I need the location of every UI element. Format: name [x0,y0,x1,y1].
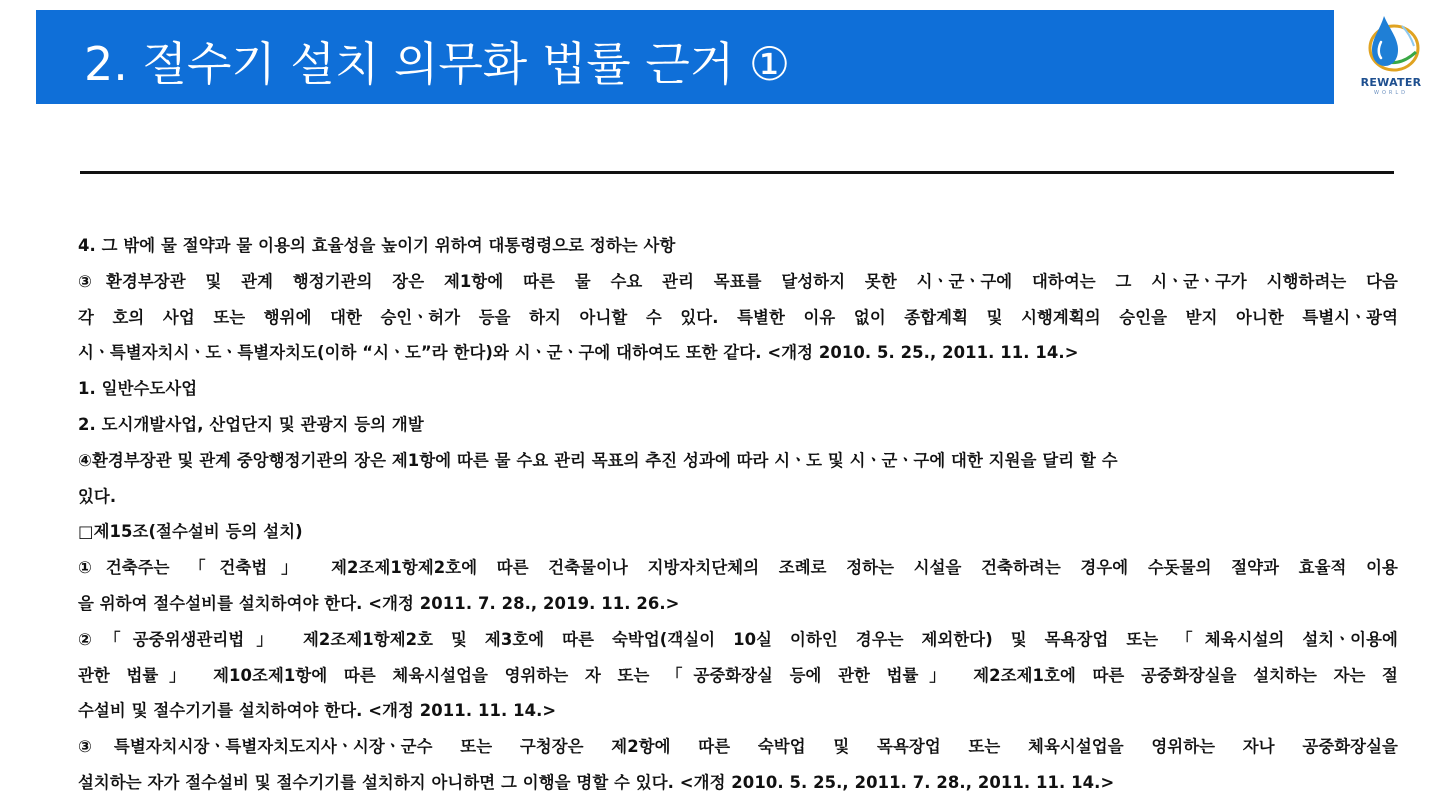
body-line: ④환경부장관 및 관계 중앙행정기관의 장은 제1항에 따른 물 수요 관리 목표의 추진 성과에 따라 시ㆍ도 및 시ㆍ군ㆍ구에 대한 지원을 달리 할 수 [78,450,1118,470]
body-line: ①건축주는 「건축법」 제2조제1항제2호에 따른 건축물이나 지방자치단체의 조례로 정하는 시설을 건축하려는 경우에 수돗물의 절약과 효율적 이용 [78,558,1398,578]
water-drop-globe-icon [1350,12,1432,76]
body-line: ②「공중위생관리법」 제2조제1항제2호 및 제3호에 따른 숙박업(객실이 10실 이하인 경우는 제외한다) 및 목욕장업 또는 「체육시설의 설치ㆍ이용에 [78,629,1398,649]
body-line: 4. 그 밖에 물 절약과 물 이용의 효율성을 높이기 위하여 대통령령으로 정하는 사항 [78,236,676,255]
body-line: ③환경부장관 및 관계 행정기관의 장은 제1항에 따른 물 수요 관리 목표를 달성하지 못한 시ㆍ군ㆍ구에 대하여는 그 시ㆍ군ㆍ구가 시행하려는 다음 [78,271,1398,291]
body-line: 2. 도시개발사업, 산업단지 및 관광지 등의 개발 [78,414,424,434]
rewater-logo [1350,12,1432,104]
logo-name: REWATER [1360,76,1422,89]
slide-title: 2. 절수기 설치 의무화 법률 근거 ① [84,37,791,91]
body-line: 있다. [78,486,117,506]
logo-subtitle: WORLD [1374,90,1408,96]
article-heading: □제15조(절수설비 등의 설치) [78,522,303,542]
body-line: 1. 일반수도사업 [78,379,198,399]
body-line: 시ㆍ특별자치시ㆍ도ㆍ특별자치도(이하 “시ㆍ도”라 한다)와 시ㆍ군ㆍ구에 대하여도 또한 같다. <개정 2010. 5. 25., 2011. 11. 14.> [78,343,1079,363]
body-line: 을 위하여 절수설비를 설치하여야 한다. <개정 2011. 7. 28., 2019. 11. 26.> [78,593,680,613]
body-line: 수설비 및 절수기기를 설치하여야 한다. <개정 2011. 11. 14.> [78,701,557,721]
title-bar [36,10,1334,104]
body-line: 관한 법률」 제10조제1항에 따른 체육시설업을 영위하는 자 또는 「공중화장실 등에 관한 법률」 제2조제1호에 따른 공중화장실을 설치하는 자는 절 [78,665,1398,685]
title-divider [80,171,1394,174]
body-line: 각 호의 사업 또는 행위에 대한 승인ㆍ허가 등을 하지 아니할 수 있다. 특별한 이유 없이 종합계획 및 시행계획의 승인을 받지 아니한 특별시ㆍ광역 [78,307,1398,327]
law-text-body [78,228,1398,801]
body-line: ③특별자치시장ㆍ특별자치도지사ㆍ시장ㆍ군수 또는 구청장은 제2항에 따른 숙박업 및 목욕장업 또는 체육시설업을 영위하는 자나 공중화장실을 [78,737,1398,757]
body-line: 설치하는 자가 절수설비 및 절수기기를 설치하지 아니하면 그 이행을 명할 수 있다. <개정 2010. 5. 25., 2011. 7. 28., 2011. 11. 14.> [78,772,1115,792]
